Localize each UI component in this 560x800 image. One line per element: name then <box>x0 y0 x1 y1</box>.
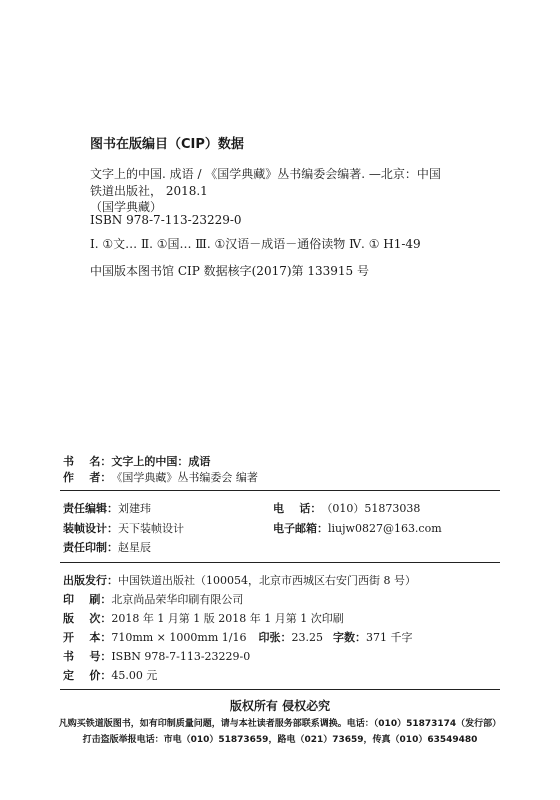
format-label: 开 本： <box>63 631 112 644</box>
cip-line-1: 文字上的中国. 成语 / 《国学典藏》丛书编委会编著. —北京：中国 <box>90 167 441 181</box>
edition-value: 2018 年 1 月第 1 版 2018 年 1 月第 1 次印刷 <box>111 612 344 625</box>
book-author-value: 《国学典藏》丛书编委会 编著 <box>111 471 258 484</box>
divider-3 <box>60 689 500 690</box>
email-value: liujw0827@163.com <box>328 522 442 535</box>
printer-row <box>63 591 243 607</box>
design-row <box>63 520 184 536</box>
print-staff-label: 责任印制： <box>63 541 118 554</box>
phone-label: 电 话： <box>273 502 322 515</box>
editor-row <box>63 500 151 516</box>
printer-label: 印 刷： <box>63 593 112 606</box>
isbn-label: 书 号： <box>63 650 112 663</box>
print-staff-value: 赵星辰 <box>118 541 151 554</box>
words-value: 371 千字 <box>365 631 413 644</box>
sheets-label: 印张： <box>258 631 292 644</box>
print-staff-row <box>63 539 151 555</box>
edition-row <box>63 610 344 626</box>
book-title-value: 文字上的中国：成语 <box>111 455 211 468</box>
publisher-label: 出版发行： <box>63 574 118 587</box>
phone-row <box>273 500 420 516</box>
footer-line-2: 打击盗版举报电话：市电（010）51873659，路电（021）73659，传真（010）63549480 <box>82 735 478 745</box>
format-row <box>63 629 412 645</box>
book-title-row <box>63 453 210 469</box>
format-value: 710mm × 1000mm 1/16 <box>111 631 247 644</box>
price-label: 定 价： <box>63 669 112 682</box>
price-value: 45.00 元 <box>111 669 158 682</box>
email-label: 电子邮箱： <box>273 522 328 535</box>
isbn-row <box>63 648 250 664</box>
book-author-row <box>63 469 258 485</box>
divider-2 <box>60 562 500 563</box>
price-row <box>63 667 157 683</box>
design-value: 天下装帧设计 <box>118 522 184 535</box>
cip-line-3: （国学典藏） <box>90 200 163 214</box>
book-title-label: 书 名： <box>63 455 112 468</box>
cip-line-5: Ⅰ. ①文… Ⅱ. ①国… Ⅲ. ①汉语－成语－通俗读物 Ⅳ. ① H1-49 <box>90 237 421 251</box>
rights-notice: 版权所有 侵权必究 <box>229 699 331 713</box>
book-author-label: 作 者： <box>63 471 112 484</box>
footer-line-1: 凡购买铁道版图书，如有印制质量问题，请与本社读者服务部联系调换。电话：（010）51873174（发行部） <box>58 719 502 729</box>
cip-line-4: ISBN 978-7-113-23229-0 <box>90 213 242 227</box>
editor-label: 责任编辑： <box>63 502 118 515</box>
editor-value: 刘建玮 <box>118 502 151 515</box>
cip-line-6: 中国版本图书馆 CIP 数据核字(2017)第 133915 号 <box>90 264 369 278</box>
publisher-value: 中国铁道出版社（100054，北京市西城区右安门西街 8 号） <box>118 574 416 587</box>
publisher-row <box>63 572 416 588</box>
isbn-value: ISBN 978-7-113-23229-0 <box>111 650 251 663</box>
words-label: 字数： <box>332 631 366 644</box>
phone-value: （010）51873038 <box>321 502 421 515</box>
cip-line-2: 铁道出版社， 2018.1 <box>90 184 208 198</box>
cip-title: 图书在版编目（CIP）数据 <box>90 137 244 152</box>
email-row <box>273 520 442 536</box>
divider-1 <box>60 490 500 491</box>
sheets-value: 23.25 <box>291 631 323 644</box>
design-label: 装帧设计： <box>63 522 118 535</box>
edition-label: 版 次： <box>63 612 112 625</box>
printer-value: 北京尚品荣华印刷有限公司 <box>111 593 244 606</box>
